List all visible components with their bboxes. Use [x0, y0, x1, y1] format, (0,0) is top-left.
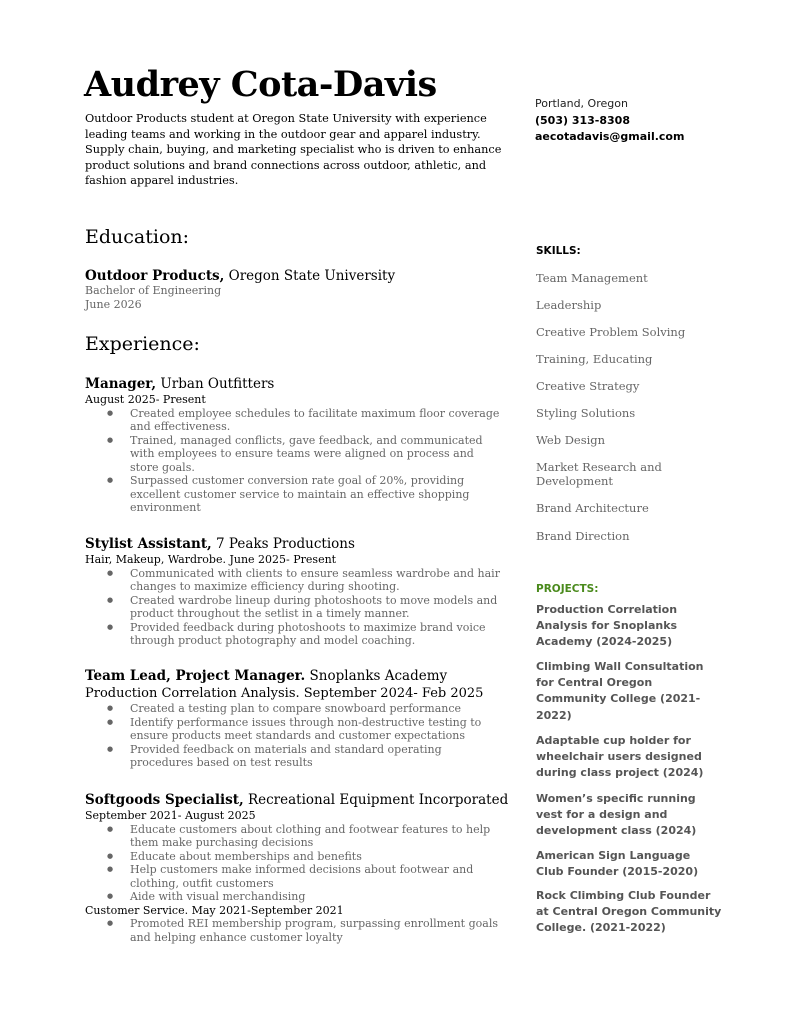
job-bullet: ● Educate about memberships and benefits — [130, 850, 505, 864]
skill-item: Leadership — [536, 298, 602, 312]
project-item: Climbing Wall Consultation for Central Oregon Community College (2021-2022) — [536, 660, 704, 722]
job-bullets — [85, 407, 505, 515]
skill-item: Brand Architecture — [536, 501, 649, 515]
job-entry — [85, 376, 505, 515]
job-entry — [85, 668, 505, 770]
job-bullet: ● Trained, managed conflicts, gave feedback, and communicated with employees to ensure teams were aligned on process and store goals. — [130, 434, 505, 475]
job-entry — [85, 536, 505, 648]
job-bullet: ● Created wardrobe lineup during photoshoots to move models and product throughout the setlist in a timely manner. — [130, 594, 505, 621]
job-dates: August 2025- Present — [85, 393, 206, 406]
contact-email: aecotadavis@gmail.com — [535, 130, 685, 143]
job-dates: Hair, Makeup, Wardrobe. June 2025- Present — [85, 553, 337, 566]
job-bullets — [85, 567, 505, 648]
job-project: Production Correlation Analysis. September 2024- Feb 2025 — [85, 686, 484, 701]
skill-item: Web Design — [536, 433, 606, 447]
contact-location: Portland, Oregon — [535, 97, 628, 110]
job-org: Recreational Equipment Incorporated — [243, 792, 509, 808]
skill-item: Creative Problem Solving — [536, 325, 686, 339]
skill-item: Creative Strategy — [536, 379, 640, 393]
job-bullets — [85, 823, 505, 904]
job-bullets — [85, 702, 505, 770]
job-org: Snoplanks Academy — [305, 668, 448, 684]
skills-heading: SKILLS: — [536, 245, 581, 257]
job-role: Stylist Assistant, — [85, 536, 212, 552]
skill-item: Team Management — [536, 271, 648, 285]
job-org: 7 Peaks Productions — [211, 536, 355, 552]
job-bullet: ● Identify performance issues through non-destructive testing to ensure products meet standards and customer expectations — [130, 716, 505, 743]
job-bullet: ● Created employee schedules to facilitate maximum floor coverage and effectiveness. — [130, 407, 505, 434]
project-item: Rock Climbing Club Founder at Central Oregon Community College. (2021-2022) — [536, 889, 722, 935]
contact-block — [535, 96, 684, 146]
job-bullets-secondary — [85, 917, 505, 944]
job-dates: September 2021- August 2025 — [85, 809, 256, 822]
job-bullet: ● Educate customers about clothing and footwear features to help them make purchasing decisions — [130, 823, 505, 850]
job-role: Softgoods Specialist, — [85, 792, 244, 808]
job-role: Manager, — [85, 376, 157, 392]
job-role: Team Lead, Project Manager. — [85, 668, 306, 684]
skill-item: Brand Direction — [536, 529, 630, 543]
education-heading: Education: — [85, 226, 190, 248]
resume-name: Audrey Cota-Davis — [84, 64, 437, 105]
education-program: Outdoor Products, — [85, 268, 225, 284]
job-dates-secondary: Customer Service. May 2021-September 2021 — [85, 903, 344, 917]
job-bullet: ● Provided feedback during photoshoots to maximize brand voice through product photography and model coaching. — [130, 621, 505, 648]
project-item: Adaptable cup holder for wheelchair users designed during class project (2024) — [536, 734, 704, 780]
job-bullet: ● Communicated with clients to ensure seamless wardrobe and hair changes to maximize efficiency during shooting. — [130, 567, 505, 594]
skill-item: Market Research and Development — [536, 460, 662, 488]
job-bullet: ● Provided feedback on materials and standard operating procedures based on test results — [130, 743, 505, 770]
projects-heading: PROJECTS: — [536, 583, 599, 595]
job-bullet: ● Created a testing plan to compare snowboard performance — [130, 702, 505, 716]
skill-item: Styling Solutions — [536, 406, 636, 420]
job-bullet: ● Aide with visual merchandising — [130, 890, 505, 904]
job-entry — [85, 792, 509, 944]
education-school: Oregon State University — [224, 268, 396, 284]
project-item: Women’s specific running vest for a design and development class (2024) — [536, 792, 697, 838]
project-item: American Sign Language Club Founder (2015-2020) — [536, 849, 699, 879]
experience-heading: Experience: — [85, 333, 200, 355]
skill-item: Training, Educating — [536, 352, 653, 366]
job-bullet: ● Help customers make informed decisions about footwear and clothing, outfit customers — [130, 863, 505, 890]
summary: Outdoor Products student at Oregon State University with experience leading teams and working in the outdoor gear and apparel industry. Supply chain, buying, and marketing specialist who is driven to enhance product solutions and brand connections across outdoor, athletic, and fashion apparel industries. — [85, 112, 502, 187]
job-bullet: ● Promoted REI membership program, surpassing enrollment goals and helping enhance customer loyalty — [130, 917, 505, 944]
education-date: June 2026 — [85, 298, 142, 311]
job-bullet: ● Surpassed customer conversion rate goal of 20%, providing excellent customer service to maintain an effective shopping environment — [130, 474, 505, 515]
education-degree: Bachelor of Engineering — [85, 284, 222, 297]
education-entry — [85, 268, 395, 312]
project-item: Production Correlation Analysis for Snoplanks Academy (2024-2025) — [536, 603, 678, 649]
contact-phone: (503) 313-8308 — [535, 113, 630, 127]
job-org: Urban Outfitters — [156, 376, 275, 392]
